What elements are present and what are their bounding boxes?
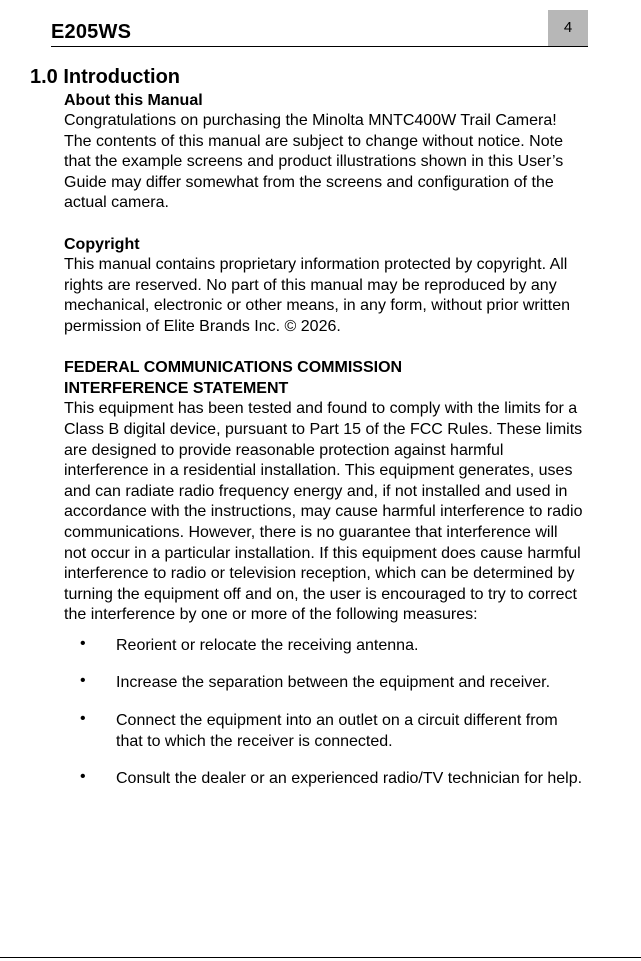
- about-paragraph-1: Congratulations on purchasing the Minolta MNTC400W Trail Camera!: [64, 112, 557, 129]
- section-body: [64, 90, 584, 790]
- footer-rule: [0, 957, 641, 958]
- section-title: 1.0 Introduction: [30, 66, 180, 88]
- copyright-paragraph: This manual contains proprietary information protected by copyright. All rights are reserved. No part of this manual may be reproduced by any mechanical, electronic or other means, in any form, without prior written permission of Elite Brands Inc. © 2026.: [64, 255, 570, 335]
- list-item: [64, 636, 584, 657]
- bullet-icon: •: [80, 634, 86, 652]
- bullet-icon: •: [80, 672, 86, 690]
- page-header: [51, 8, 588, 47]
- copyright-heading: Copyright: [64, 235, 140, 253]
- bullet-icon: •: [80, 710, 86, 728]
- fcc-heading-line-2: INTERFERENCE STATEMENT: [64, 380, 289, 398]
- list-item-text: Reorient or relocate the receiving antenna.: [116, 636, 419, 654]
- list-item-text: Connect the equipment into an outlet on a circuit different from that to which the receiver is connected.: [116, 712, 558, 750]
- about-paragraph-2: The contents of this manual are subject to change without notice. Note that the example screens and product illustrations shown in this User’s Guide may differ somewhat from the screens and configuration of the actual camera.: [64, 132, 564, 212]
- page-content: [30, 64, 590, 807]
- list-item-text: Increase the separation between the equipment and receiver.: [116, 674, 551, 692]
- fcc-paragraph: This equipment has been tested and found to comply with the limits for a Class B digital device, pursuant to Part 15 of the FCC Rules. These limits are designed to provide reasonable protection against harmful interference in a residential installation. This equipment generates, uses and can radiate radio frequency energy and, if not installed and used in accordance with the instructions, may cause harmful interference to radio communications. However, there is no guarantee that interference will not occur in a particular installation. If this equipment does cause harmful interference to radio or television reception, which can be determined by turning the equipment off and on, the user is encouraged to try to correct the interference by one or more of the following measures:: [64, 400, 583, 624]
- list-item: [64, 711, 584, 752]
- model-name: E205WS: [51, 21, 132, 43]
- fcc-heading-line-1: FEDERAL COMMUNICATIONS COMMISSION: [64, 359, 403, 377]
- spacer: [64, 337, 584, 357]
- measures-list: [64, 636, 584, 790]
- bullet-icon: •: [80, 768, 86, 786]
- spacer: [64, 214, 584, 234]
- list-item-text: Consult the dealer or an experienced radio/TV technician for help.: [116, 770, 583, 788]
- list-item: [64, 769, 584, 790]
- about-heading: About this Manual: [64, 92, 203, 109]
- page-number-badge: 4: [548, 10, 588, 46]
- list-item: [64, 673, 584, 694]
